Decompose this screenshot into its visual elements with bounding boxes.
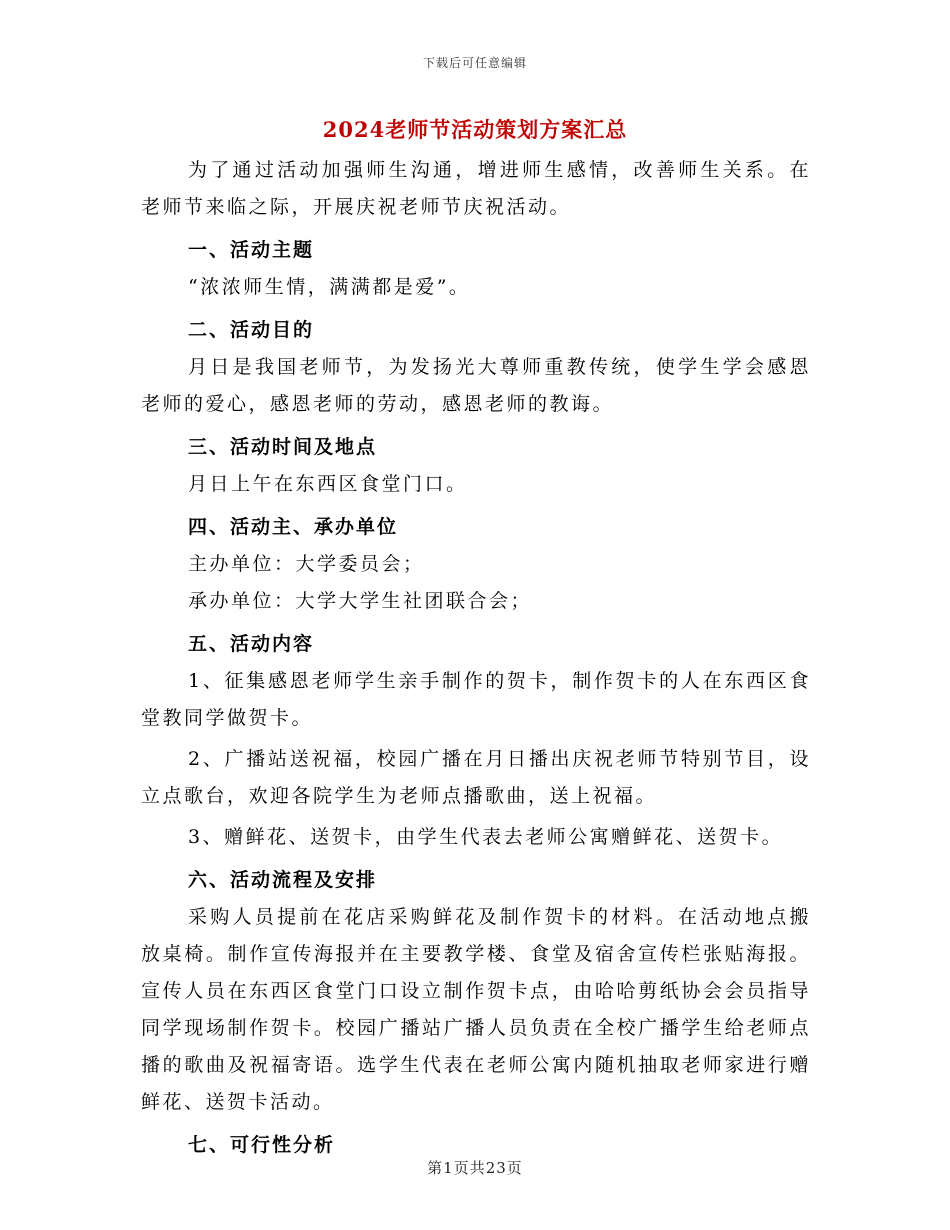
section-heading-process: 六、活动流程及安排	[188, 869, 378, 891]
theme-paragraph: “浓浓师生情，满满都是爱”。	[188, 276, 471, 298]
content-item-1: 1、征集感恩老师学生亲手制作的贺卡，制作贺卡的人在东西区食堂教同学做贺卡。	[141, 670, 811, 729]
organizer-undertaker: 承办单位：大学大学生社团联合会；	[188, 590, 533, 612]
header-note: 下载后可任意编辑	[422, 56, 527, 70]
document-body	[141, 152, 811, 1164]
time-place-paragraph: 月日上午在东西区食堂门口。	[188, 473, 468, 495]
purpose-paragraph: 月日是我国老师节，为发扬光大尊师重教传统，使学生学会感恩老师的爱心，感恩老师的劳动，感恩老师的教诲。	[141, 356, 811, 415]
section-heading-feasibility: 七、可行性分析	[188, 1134, 336, 1156]
section-heading-purpose: 二、活动目的	[188, 319, 315, 341]
content-item-3: 3、赠鲜花、送贺卡，由学生代表去老师公寓赠鲜花、送贺卡。	[188, 826, 784, 848]
process-paragraph: 采购人员提前在花店采购鲜花及制作贺卡的材料。在活动地点搬放桌椅。制作宣传海报并在主要教学楼、食堂及宿舍宣传栏张贴海报。宣传人员在东西区食堂门口设立制作贺卡点，由哈哈剪纸协会会员指导同学现场制作贺卡。校园广播站广播人员负责在全校广播学生给老师点播的歌曲及祝福寄语。选学生代表在老师公寓内随机抽取老师家进行赠鲜花、送贺卡活动。	[141, 906, 811, 1113]
document-title: 2024老师节活动策划方案汇总	[322, 117, 628, 142]
intro-paragraph: 为了通过活动加强师生沟通，增进师生感情，改善师生关系。在老师节来临之际，开展庆祝老师节庆祝活动。	[141, 159, 811, 218]
section-heading-theme: 一、活动主题	[188, 239, 315, 261]
section-heading-organizers: 四、活动主、承办单位	[188, 516, 399, 538]
organizer-host: 主办单位：大学委员会；	[188, 553, 425, 575]
page-number-footer: 第1页共23页	[427, 1159, 523, 1177]
content-item-2: 2、广播站送祝福，校园广播在月日播出庆祝老师节特别节目，设立点歌台，欢迎各院学生为老师点播歌曲，送上祝福。	[141, 748, 811, 807]
section-heading-time-place: 三、活动时间及地点	[188, 436, 378, 458]
section-heading-content: 五、活动内容	[188, 633, 315, 655]
